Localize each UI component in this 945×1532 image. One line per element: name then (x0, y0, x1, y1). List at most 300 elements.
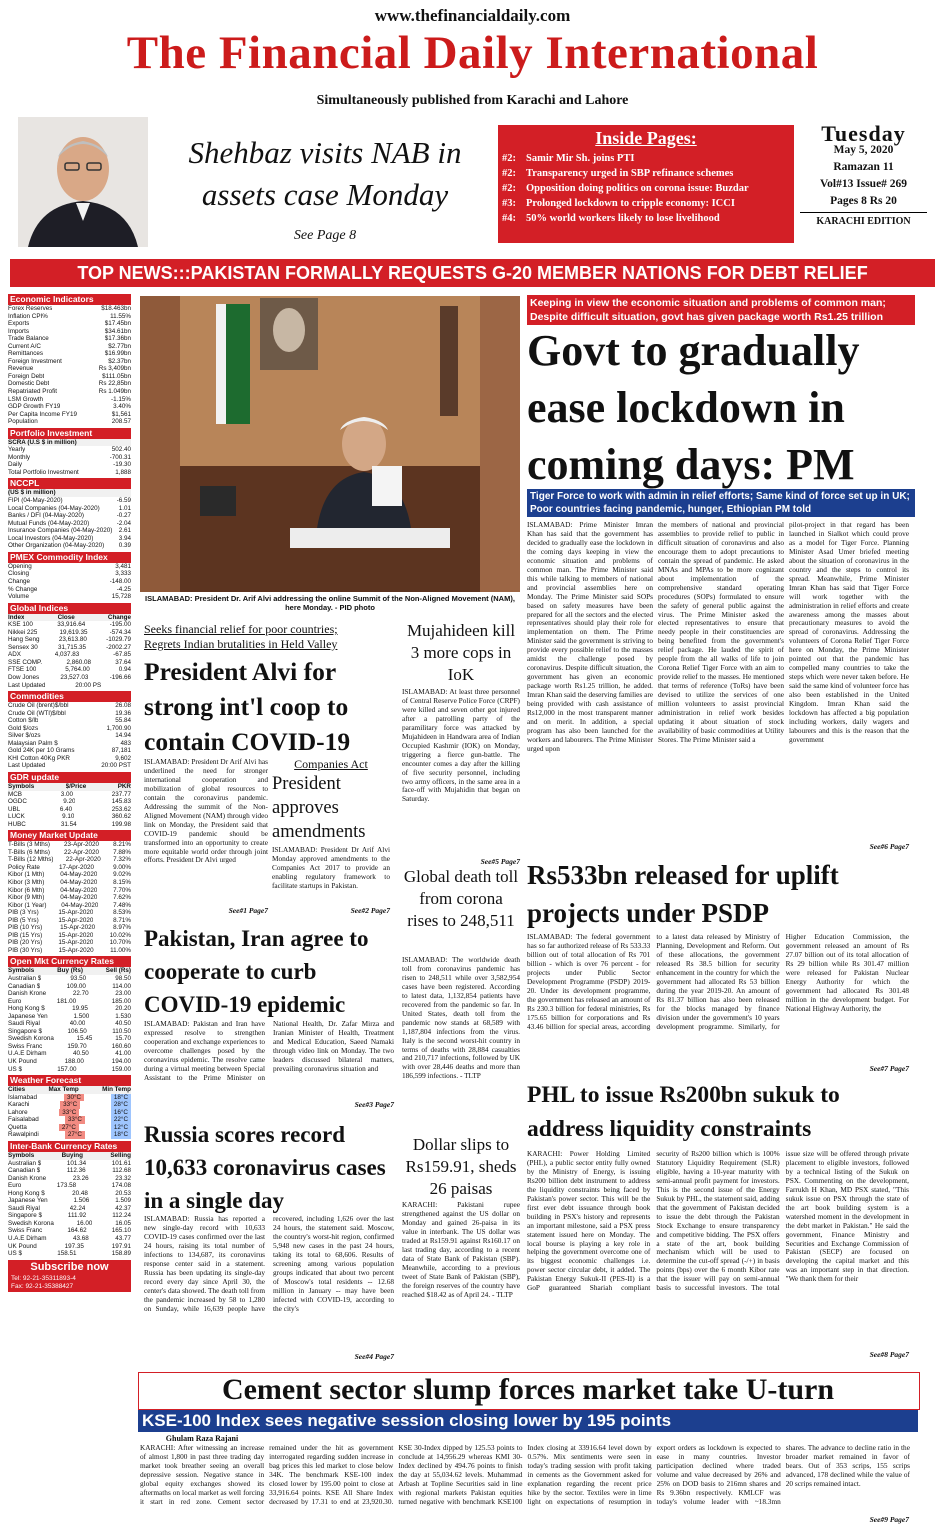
openmkt-cell: 188.00 (64, 1058, 84, 1066)
commodities-row (8, 717, 131, 725)
money-cell: PIB (30 Yrs) (8, 946, 43, 954)
interbank-column-header: Selling (110, 1151, 131, 1159)
companies-kicker: Companies Act (294, 757, 368, 771)
interbank-header: Inter-Bank Currency Rates (8, 1141, 131, 1152)
money-cell: 22-Apr-2020 (64, 848, 100, 856)
interbank-cell: 197.91 (111, 1242, 131, 1250)
global-row (8, 621, 131, 629)
main-story-strap: Keeping in view the economic situation and problems of common man; Despite difficult situation, govt has given package worth Rs1.25 trillion (527, 295, 915, 325)
nccpl-sub-label: (US $ in million) (8, 489, 56, 497)
economic-row (8, 313, 131, 321)
portfolio-cell: -700.31 (109, 453, 131, 461)
money-cell: 10.02% (109, 931, 131, 939)
openmkt-cell: 194.00 (111, 1058, 131, 1066)
commodities-cell: 483 (120, 739, 131, 747)
interbank-cell: 43.68 (72, 1234, 89, 1242)
pmex-cell: Volume (8, 593, 30, 601)
interbank-row (8, 1220, 131, 1228)
top-news-banner[interactable]: TOP NEWS:::PAKISTAN FORMALLY REQUESTS G-20 MEMBER NATIONS FOR DEBT RELIEF (10, 259, 935, 287)
phl-headline[interactable]: PHL to issue Rs200bn sukuk to address liquidity constraints (527, 1082, 840, 1142)
global-death-headline[interactable]: Global death toll from corona rises to 248,511 (403, 867, 519, 930)
global-cell: -2002.27 (106, 643, 131, 651)
gdr-cell: LUCK (8, 813, 25, 821)
money-cell: 15-Apr-2020 (58, 916, 94, 924)
money-cell: 7.32% (113, 856, 131, 864)
commodities-cell: Crude Oil (WTI)$/bbl (8, 709, 66, 717)
lead-headline[interactable]: Shehbaz visits NAB in assets case Monday (188, 135, 462, 212)
mujahideen-headline[interactable]: Mujahideen kill 3 more cops in IoK (406, 621, 516, 684)
weather-cell: Rawalpindi (8, 1131, 39, 1139)
openmkt-cell: Hong Kong $ (8, 1005, 45, 1013)
gdr-cell: 360.62 (111, 813, 131, 821)
issue-edition: KARACHI EDITION (800, 212, 927, 230)
interbank-cell: 111.92 (67, 1212, 87, 1220)
gdr-row (8, 813, 131, 821)
openmkt-cell: 15.45 (76, 1035, 93, 1043)
main-story-see-page[interactable]: See#6 Page7 (869, 842, 909, 851)
openmkt-cell: 40.50 (72, 1050, 89, 1058)
global-cell: 4,037.83 (54, 651, 80, 659)
pmex-row (8, 578, 131, 586)
nccpl-row (8, 542, 131, 550)
inside-item[interactable] (502, 168, 790, 179)
economic-cell: Foreign Investment (8, 357, 62, 365)
money-cell: Kibor (1 Year) (8, 901, 47, 909)
gdr-cell: 9.10 (62, 813, 75, 821)
economic-row (8, 320, 131, 328)
nccpl-cell: Insurance Companies (04-May-2020) (8, 527, 113, 535)
nccpl-row (8, 520, 131, 528)
interbank-cell: Singapore $ (8, 1212, 42, 1220)
economic-cell: Current A/C (8, 342, 41, 350)
nccpl-header: NCCPL (8, 478, 131, 489)
psdp-headline[interactable]: Rs533bn released for uplift projects under PSDP (527, 860, 839, 928)
inside-item[interactable] (502, 153, 790, 164)
commodities-row (8, 747, 131, 755)
money-row (8, 947, 131, 955)
money-row (8, 894, 131, 902)
interbank-cell: 42.24 (69, 1204, 86, 1212)
interbank-cell: 173.58 (56, 1182, 77, 1190)
dollar-headline[interactable]: Dollar slips to Rs159.91, sheds 26 paisas (405, 1135, 517, 1198)
interbank-cell: 112.24 (112, 1212, 131, 1220)
shehbaz-photo (18, 117, 148, 247)
issue-volume: Vol#13 Issue# 269 (819, 178, 908, 190)
weather-column-header: Max Temp (48, 1086, 79, 1094)
interbank-row (8, 1190, 131, 1198)
commodities-cell: Malaysian Palm $ (8, 739, 58, 747)
alvi-headline[interactable]: President Alvi for strong int'l coop to contain COVID-19 (144, 657, 351, 756)
money-cell: Kibor (6 Mth) (8, 886, 45, 894)
money-cell: 04-May-2020 (60, 871, 98, 879)
cement-headline[interactable]: Cement sector slump forces market take U-turn (221, 1373, 835, 1406)
alvi-see-page[interactable]: See#1 Page7 (228, 906, 268, 915)
global-cell: FTSE 100 (8, 666, 37, 674)
commodities-row (8, 710, 131, 718)
global-cell: Dow Jones (8, 673, 40, 681)
nccpl-row (8, 512, 131, 520)
pmex-row (8, 563, 131, 571)
inside-item[interactable] (502, 198, 790, 209)
weather-cell: 18°C (111, 1094, 131, 1102)
weather-row (8, 1124, 131, 1132)
global-row (8, 666, 131, 674)
money-cell: 10.70% (109, 939, 131, 947)
economic-cell: 3.40% (113, 403, 131, 411)
global-row (8, 629, 131, 637)
cement-see-page[interactable]: See#9 Page7 (869, 1515, 909, 1524)
iran-headline[interactable]: Pakistan, Iran agree to cooperate to curb COVID-19 epidemic (144, 926, 369, 1017)
openmkt-cell: Swiss Franc (8, 1042, 43, 1050)
global-cell: ADX (8, 651, 21, 659)
openmkt-row (8, 1050, 131, 1058)
openmkt-cell: 98.50 (115, 975, 131, 983)
interbank-cell: US $ (8, 1250, 22, 1258)
masthead-subtitle: Simultaneously published from Karachi and Lahore (316, 93, 629, 108)
openmkt-column-header: Buy (Rs) (57, 967, 83, 975)
economic-cell: Forex Reserves (8, 305, 53, 312)
money-cell: 7.48% (113, 901, 131, 909)
money-cell: PIB (20 Yrs) (8, 939, 43, 947)
money-row (8, 932, 131, 940)
commodities-row (8, 762, 131, 770)
openmkt-cell: 109.00 (66, 982, 86, 990)
pmex-cell: -4.25 (116, 585, 131, 593)
money-cell: 04-May-2020 (60, 894, 98, 902)
nccpl-row (8, 535, 131, 543)
gdr-cell: 253.62 (111, 805, 131, 813)
lead-see-page[interactable]: See Page 8 (293, 228, 357, 243)
global-column-header: Change (107, 613, 131, 621)
nccpl-cell: Other Organization (04-May-2020) (8, 542, 105, 550)
interbank-cell: Danish Krone (8, 1174, 47, 1182)
commodities-cell: Gold $/ozs (8, 724, 39, 732)
money-cell: 8.71% (113, 916, 131, 924)
global-cell: Hang Seng (8, 636, 40, 644)
openmkt-cell: 185.00 (111, 997, 131, 1005)
money-cell: 15-Apr-2020 (60, 924, 96, 932)
interbank-row (8, 1160, 131, 1168)
subscribe-fax: Fax: 92-21-35388427 (11, 1282, 74, 1290)
economic-cell: Revenue (8, 365, 34, 373)
global-cell: KSE 100 (8, 621, 33, 629)
inside-item[interactable] (502, 183, 790, 194)
global-cell: -67.85 (113, 651, 131, 659)
global-row (8, 651, 131, 659)
weather-row (8, 1131, 131, 1139)
economic-cell: $18.463bn (101, 305, 131, 312)
economic-row (8, 358, 131, 366)
money-cell: 8.53% (113, 909, 131, 917)
masthead-url[interactable]: www.thefinancialdaily.com (374, 6, 571, 25)
economic-row (8, 350, 131, 358)
russia-see-page[interactable]: See#4 Page7 (354, 1352, 394, 1361)
money-row (8, 864, 131, 872)
weather-header: Weather Forecast (8, 1075, 131, 1086)
companies-headline[interactable]: President approves amendments (272, 774, 366, 842)
economic-cell: Domestic Debt (8, 380, 50, 388)
weather-column-header: Min Temp (102, 1086, 131, 1094)
global-column-header: Index (8, 613, 25, 621)
global-table-head (8, 614, 131, 622)
economic-cell: $2.37bn (108, 357, 131, 365)
mujahideen-see-page[interactable]: See#5 Page7 (480, 857, 520, 866)
global-cell: 37.64 (115, 658, 131, 666)
commodities-cell: 14.94 (115, 732, 131, 740)
interbank-row (8, 1197, 131, 1205)
money-cell: 17-Apr-2020 (58, 863, 94, 871)
openmkt-cell: 20.20 (115, 1005, 131, 1013)
openmkt-table-head (8, 967, 131, 975)
money-row (8, 939, 131, 947)
portfolio-sub-label: SCRA (U.S $ in million) (8, 438, 77, 446)
commodities-row (8, 702, 131, 710)
commodities-row (8, 725, 131, 733)
gdr-cell: HUBC (8, 820, 26, 828)
economic-cell: Remittances (8, 350, 43, 358)
gdr-cell: 31.54 (60, 820, 77, 828)
openmkt-cell: 23.00 (115, 990, 131, 998)
weather-cell: 22°C (111, 1116, 131, 1124)
openmkt-cell: 159.70 (67, 1042, 87, 1050)
inside-item-number: #2: (502, 168, 516, 179)
openmkt-row (8, 1028, 131, 1036)
nccpl-cell: Mutual Funds (04-May-2020) (8, 519, 90, 527)
commodities-header: Commodities (8, 691, 131, 702)
openmkt-cell: 106.50 (67, 1027, 87, 1035)
money-cell: T-Bills (12 Mths) (8, 856, 54, 864)
openmkt-cell: 1.500 (73, 1012, 90, 1020)
subscribe-tel: Tel: 92-21-35311893-4 (11, 1274, 76, 1282)
psdp-see-page[interactable]: See#7 Page7 (869, 1064, 909, 1073)
nccpl-cell: 0.39 (118, 542, 131, 550)
gdr-column-header: $/Price (65, 782, 87, 790)
money-row (8, 879, 131, 887)
economic-row (8, 388, 131, 396)
economic-row (8, 403, 131, 411)
weather-row (8, 1094, 131, 1102)
openmkt-cell: Canadian $ (8, 982, 41, 990)
openmkt-row (8, 983, 131, 991)
weather-row (8, 1101, 131, 1109)
money-cell: 8.21% (113, 841, 131, 849)
pmex-cell: % Change (8, 585, 38, 593)
weather-column-header: Cities (8, 1086, 26, 1094)
global-cell: -1029.79 (106, 636, 131, 644)
global-cell: -195.00 (109, 621, 131, 629)
interbank-cell: 23.32 (115, 1174, 131, 1182)
pmex-row (8, 570, 131, 578)
pmex-row (8, 593, 131, 601)
pmex-cell: Closing (8, 570, 29, 578)
economic-indicators-table (8, 305, 131, 426)
economic-cell: Population (8, 418, 38, 426)
interbank-cell: 174.08 (111, 1182, 131, 1190)
money-cell: Kibor (1 Mth) (8, 871, 45, 879)
money-cell: 15-Apr-2020 (58, 939, 94, 947)
interbank-cell: 23.26 (72, 1174, 89, 1182)
money-cell: 7.88% (113, 848, 131, 856)
money-row (8, 917, 131, 925)
economic-row (8, 380, 131, 388)
interbank-cell: 101.34 (66, 1159, 87, 1167)
openmkt-row (8, 1013, 131, 1021)
money-cell: 22-Apr-2020 (65, 856, 101, 864)
commodities-cell: Crude Oil (brent)$/bbl (8, 702, 69, 710)
money-row (8, 887, 131, 895)
global-indices-header: Global Indices (8, 603, 131, 614)
gdr-cell: OGDC (8, 798, 27, 806)
openmkt-cell: 157.00 (57, 1065, 77, 1073)
portfolio-row (8, 461, 131, 469)
commodities-cell: Cotton $/lb (8, 717, 39, 725)
main-story-substrap: Tiger Force to work with admin in relief efforts; Same kind of force set up in UK; Poor countries facing pandemic, hunger, Ethiopian PM told (527, 489, 915, 517)
economic-cell: $1,561 (111, 410, 131, 418)
global-cell: 5,764.00 (65, 666, 90, 674)
economic-cell: Exports (8, 320, 30, 328)
companies-body: ISLAMABAD: President Dr Arif Alvi Monday approved amendments to the Companies Act 2017 to provide an enabling regulatory framework to facilitate startups in Pakistan. (272, 846, 390, 890)
gdr-cell: 9.20 (63, 798, 76, 806)
nccpl-cell: -2.04 (116, 519, 131, 527)
global-cell: Nikkei 225 (8, 628, 38, 636)
interbank-row (8, 1182, 131, 1190)
gdr-row (8, 798, 131, 806)
portfolio-cell: Total Portfolio Investment (8, 468, 79, 476)
openmkt-cell: 40.50 (115, 1020, 131, 1028)
interbank-cell: Canadian $ (8, 1167, 41, 1175)
interbank-row (8, 1212, 131, 1220)
money-cell: 15-Apr-2020 (58, 909, 94, 917)
weather-cell: 30°C (64, 1094, 84, 1102)
portfolio-cell: -19.30 (113, 461, 131, 469)
commodities-cell: 1,700.90 (106, 724, 131, 732)
commodities-cell: Silver $/ozs (8, 732, 41, 740)
global-cell: -196.66 (109, 673, 131, 681)
global-death-body: ISLAMABAD: The worldwide death toll from coronavirus pandemic has risen to 248,511 while over 3,582,954 cases have been registered. According to latest data, 1,132,854 patients have recovered from the pandemic so far. In United States, death toll from the pandemic now stands at 68,589 with 1,187,804 infections from the virus. Italy is the second worst-hit country in terms of deaths with 28,884 casualties and 210,717 infections, followed by UK with over 28,446 deaths and more than 186,599 infections. - TLTP (402, 956, 520, 1081)
economic-row (8, 305, 131, 313)
weather-cell: 12°C (111, 1124, 131, 1132)
global-cell: 31,715.35 (57, 643, 86, 651)
money-cell: 15-Apr-2020 (58, 946, 94, 954)
openmkt-row (8, 1035, 131, 1043)
phl-body: KARACHI: Power Holding Limited (PHL), a public sector entity fully owned by the Ministry of Energy, is issuing Rs200 billion debt instrument to address the liquidity constraints being faced by Pakistan's power sector. This will be the first ever debt issuance through book building in PSX's history and represents an important milestone, said a PSX press statement issued here on Monday. The local bourse is playing a key role in helping the government overcome one of its biggest economic challenges i.e. power sector circular debt, it added. The Pakistan Energy Sukuk-II (PES-II) is a GoP guaranteed Shariah compliant security of Rs200 billion which is 100% Statutory Liquidity Requirement (SLR) eligible, having a 10-year maturity with semi-annual profit payment for investors. This is the second issue of the Energy Sukuk by PHL, the statement said, adding that the government of Pakistan decided to issue the debt through the Pakistan Stock Exchange to ensure transparency and competitive bidding. The PSX offers a state of the art, book building mechanism which will be used to determine the cut-off spread (-/+) in basis points (bps) over the 6 month Kibor rate that the issuer will pay on semi-annual basis to successful investors. The total issue size will be offered through private placement to eligible investors, followed by a technical listing of the Sukuk on PSX. Commenting on the development, Farrukh H Khan, MD PSX stated, "This sukuk issue on PSX through the state of the art book building system is a watershed moment in the development in the debt market in Pakistan." He said the government, Finance Ministry and Securities and Exchange Commission of Pakistan (SECP) are focused on developing the capital market and this was an important step in that direction. "We thank them for their (527, 1150, 909, 1293)
money-cell: 8.97% (113, 924, 131, 932)
portfolio-cell: Yearly (8, 446, 26, 454)
weather-cell: 27°C (65, 1131, 85, 1139)
commodities-row (8, 732, 131, 740)
gdr-cell: 6.40 (59, 805, 73, 813)
money-row (8, 849, 131, 857)
weather-cell: 33°C (59, 1109, 79, 1117)
openmkt-row (8, 1058, 131, 1066)
weather-row (8, 1109, 131, 1117)
openmkt-cell: 114.00 (112, 982, 131, 990)
companies-see-page[interactable]: See#2 Page7 (350, 906, 390, 915)
economic-row (8, 365, 131, 373)
pmex-cell: 3,333 (115, 570, 131, 578)
gdr-column-header: Symbols (8, 782, 35, 790)
economic-cell: $17.45bn (104, 320, 131, 328)
interbank-column-header: Symbols (8, 1151, 35, 1159)
phl-see-page[interactable]: See#8 Page7 (869, 1350, 909, 1359)
economic-cell: LSM Growth (8, 395, 43, 403)
inside-item-number: #4: (502, 213, 516, 224)
economic-cell: Foreign Debt (8, 372, 45, 380)
commodities-cell: 19.36 (115, 709, 131, 717)
money-cell: Kibor (3 Mth) (8, 879, 45, 886)
portfolio-cell: Monthly (8, 453, 31, 461)
inside-item-number: #2: (502, 153, 516, 164)
nccpl-row (8, 527, 131, 535)
commodities-cell: 55.84 (115, 717, 131, 725)
economic-row (8, 396, 131, 404)
global-cell: 2,860.08 (66, 658, 91, 666)
economic-cell: $2.77bn (108, 342, 131, 350)
gdr-cell: 3.00 (60, 790, 73, 798)
inside-pages-box (498, 125, 794, 243)
portfolio-cell: 502.40 (111, 446, 131, 454)
economic-row (8, 418, 131, 426)
economic-cell: Inflation CPI% (8, 312, 48, 320)
russia-headline[interactable]: Russia scores record 10,633 coronavirus cases in a single day (144, 1122, 386, 1213)
main-story-headline[interactable]: Govt to gradually ease lockdown in coming days: PM (527, 326, 860, 489)
openmkt-cell: Swedish Korona (8, 1035, 54, 1043)
pmex-table (8, 563, 131, 601)
inside-item[interactable] (502, 213, 790, 224)
interbank-cell: 43.77 (115, 1234, 131, 1242)
open-market-header: Open Mkt Currency Rates (8, 956, 131, 967)
openmkt-cell: Singapore $ (8, 1027, 42, 1035)
openmkt-cell: 93.50 (70, 975, 87, 983)
global-row (8, 644, 131, 652)
openmkt-cell: 41.00 (115, 1050, 131, 1058)
global-cell: 23,527.03 (60, 673, 89, 681)
alvi-body: ISLAMABAD: President Dr Arif Alvi has underlined the need for stronger international cooperation and mobilization of global resources to contain the coronavirus pandemic. Addressing the summit of the Non-Aligned Movement (NAM) through video link on Monday, the President said that COVID-19 pandemic should be transformed into an opportunity to create more equitable world order through joint efforts. President Dr Alvi urged (144, 758, 268, 865)
economic-cell: Rs 22,85bn (98, 380, 131, 388)
dollar-body: KARACHI: Pakistani rupee strengthened against the US dollar on Monday and gained 26-paisa in its value in interbank. The US dollar was traded at Rs159.91 against Rs160.17 on last trading day, according to a recent data of State Bank of Pakistan (SBP). Meanwhile, according to a previous tweet of State Bank of Pakistan (SBP), the foreign reserves of the country have reached $18.42 as of April 24. - TLTP (402, 1201, 520, 1299)
portfolio-row (8, 446, 131, 454)
inside-item-number: #2: (502, 183, 516, 194)
subscribe-header[interactable]: Subscribe now (8, 1260, 131, 1274)
money-cell: 04-May-2020 (60, 886, 98, 894)
global-cell: 33,916.64 (57, 621, 86, 629)
inside-pages-title: Inside Pages: (595, 128, 697, 148)
interbank-table-head (8, 1152, 131, 1160)
economic-cell: 208.57 (111, 418, 131, 426)
pmex-cell: 3,481 (115, 562, 131, 570)
economic-row (8, 373, 131, 381)
interbank-cell: 164.62 (67, 1227, 87, 1235)
pmex-header: PMEX Commodity Index (8, 552, 131, 563)
gdr-cell: 199.98 (111, 820, 131, 828)
commodities-cell: 87,181 (111, 747, 131, 755)
iran-see-page[interactable]: See#3 Page7 (354, 1100, 394, 1109)
openmkt-row (8, 998, 131, 1006)
money-cell: Policy Rate (8, 863, 40, 871)
interbank-row (8, 1235, 131, 1243)
interbank-cell: 165.10 (111, 1227, 131, 1235)
commodities-cell: 9,602 (115, 754, 131, 762)
interbank-cell: Hong Kong $ (8, 1189, 45, 1197)
interbank-cell: 197.35 (64, 1242, 84, 1250)
gdr-row (8, 806, 131, 814)
main-story-col-1: ISLAMABAD: Prime Minister Imran Khan has said that the government has decided to gradually ease the lockdown in the coming days keeping in view the economic situation and problems of common man. The Prime Minister said this while talking to members of national and provincial assemblies here on Monday. The Prime Minister said SOPs based on safety measures have been prepared for all the sectors and the elected representatives should play their role for implementation on them. The Prime Minister said the government is striving to provide every possible relief to the masses amidst the challenge posed by coronavirus. Despite difficult situation, the government has given an economic package worth Rs1.25 trillion, he added. Imran Khan said the deserving families are being provided with cash assistance of Rs12,000 in the most transparent manner and on merit. In addition, a special program has also been launched for the workers and labourers. The Prime Minister urged upon (527, 521, 653, 753)
global-cell: 19,619.35 (59, 628, 88, 636)
photo-caption: ISLAMABAD: President Dr. Arif Alvi addressing the online Summit of the Non-Aligned Movement (NAM), here Monday. - PID photo (145, 594, 515, 612)
money-market-header: Money Market Update (8, 830, 131, 841)
cement-body: KARACHI: After witnessing an increase of almost 1,800 in past three trading day market took breather seeing an overall depressive session. Negative stance in global equity exchanges showed its aftermaths on local market as well forcing it start in red zone. Cement sector remained under the hit as government interrogated regarding sudden increase in bag prices this led market to close below 34K. The benchmark KSE-100 index closed lower by 195.00 point to close at 33,916.64 points. KSE All Share Index decreased by 17.31 to end at 23,920.30. KSE 30-Index dipped by 125.53 points to conclude at 14,956.29 whereas KMI 30-Index declined by 494.76 points to finish the day at 55,034.62 levels. Muhammad Arbash at Topline Securities said in line with regional markets Pakistan equities turned negative with benchmark KSE100 Index closing at 33916.64 level down by 0.57%. Mix sentiments were seen in today's trading session with profit taking in cements as the Government asked for explanation regarding the recent price hike by the sector. Textiles were in lime light on expectations of resumption in export orders as lockdown is expected to ease in many countries. Investor participation declined where traded volume and value decreased by 26% and 25% on DOD basis to 216mn shares and Rs 9.36bn respectively. KMLCF was today's volume leader with ~18.3mn shares. The advance to decline ratio in the broader market remained in favor of bears. Out of 353 scrips, 155 scrips advanced, 178 declined while the value of 20 scrips remained intact. (140, 1444, 910, 1506)
interbank-cell: 112.68 (112, 1167, 131, 1175)
